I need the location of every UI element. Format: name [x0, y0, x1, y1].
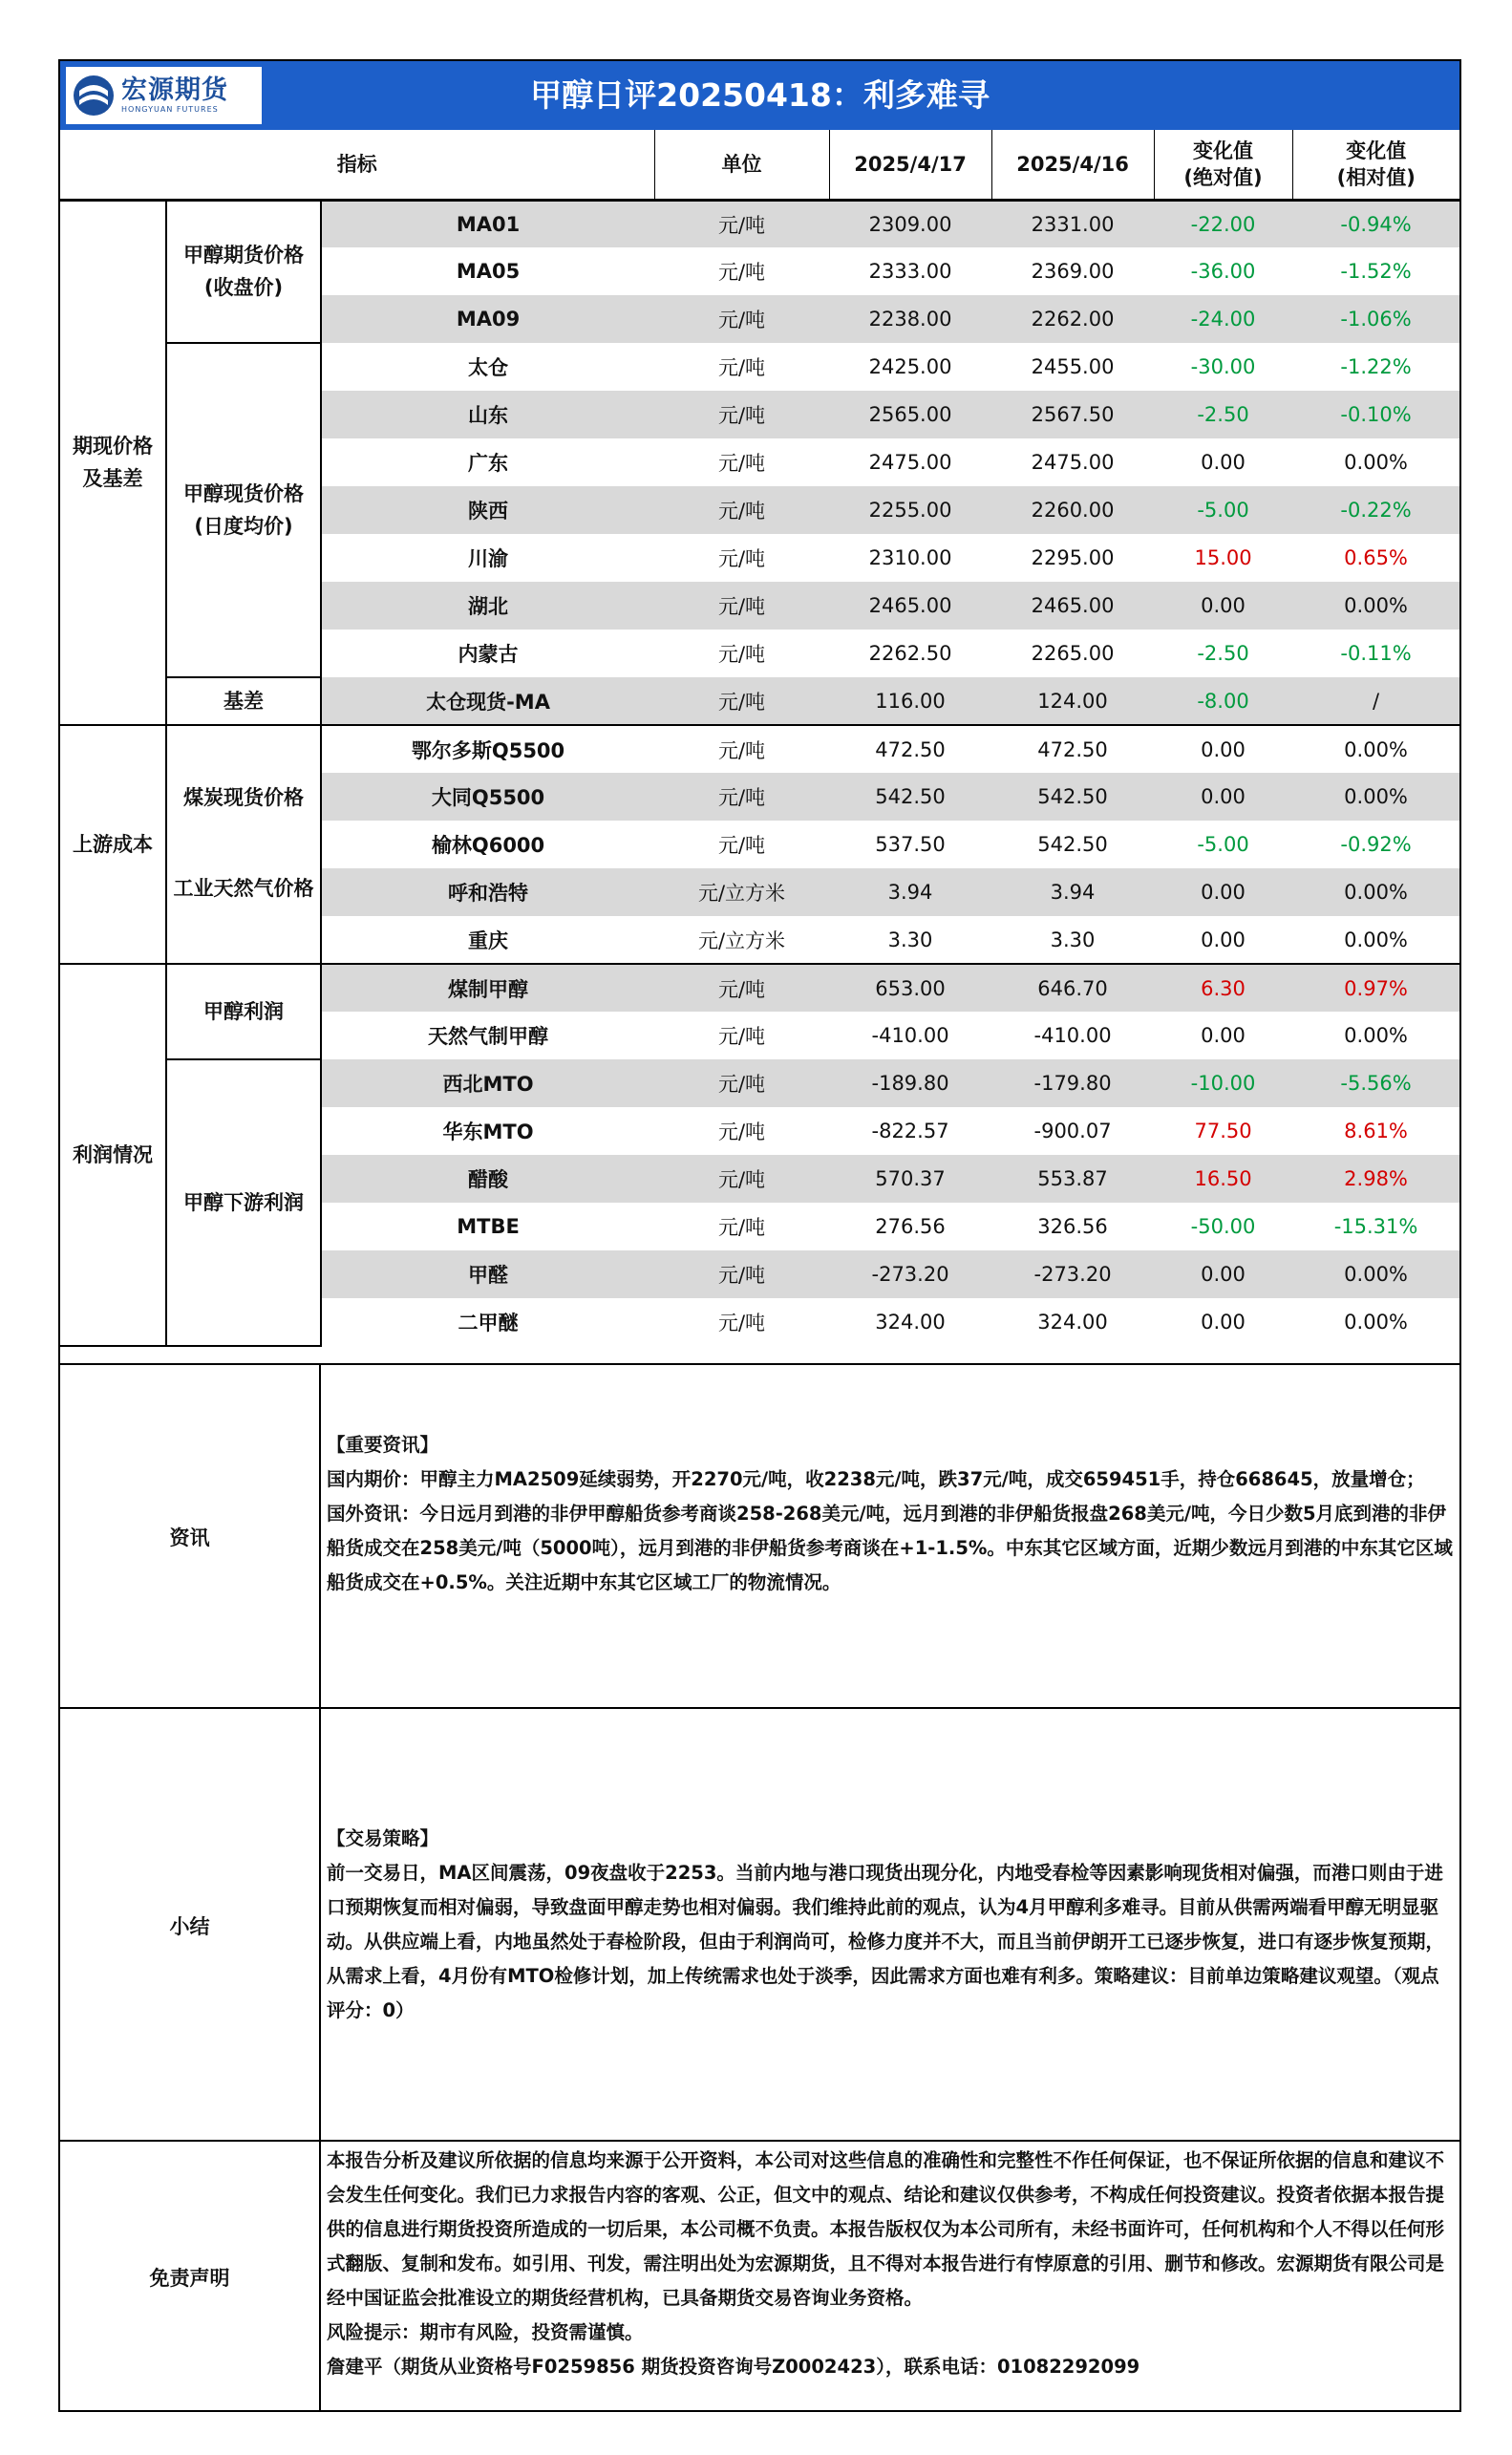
row-indicator: 甲醛: [321, 1250, 654, 1298]
section-upstream-cost: 上游成本: [60, 725, 166, 964]
header-abs-line1: 变化值: [1193, 139, 1254, 162]
row-indicator: 西北MTO: [321, 1059, 654, 1107]
row-value-1: 653.00: [829, 964, 991, 1012]
row-abs-change: -5.00: [1154, 486, 1292, 534]
row-abs-change: -10.00: [1154, 1059, 1292, 1107]
header-rel-line1: 变化值: [1346, 139, 1407, 162]
summary-text: 前一交易日，MA区间震荡，09夜盘收于2253。当前内地与港口现货出现分化，内地受春检等因素影响现货相对偏强，而港口则由于进口预期恢复而相对偏弱，导致盘面甲醇走势也相对偏弱。我们维持此前的观点，认为4月甲醇利多难寻。目前从供需两端看甲醇无明显驱动。从供应端上看，内地虽然处于春检阶段，但由于利润尚可，检修力度并不大，而且当前伊朗开工已逐步恢复，进口有逐步恢复预期，从需求上看，4月份有MTO检修计划，加上传统需求也处于淡季，因此需求方面也难有利多。策略建议：目前单边策略建议观望。（观点评分：0）: [327, 1862, 1445, 2021]
disclaimer-label: 免责声明: [60, 2142, 321, 2412]
row-value-2: 3.30: [991, 916, 1154, 964]
row-value-2: 2295.00: [1031, 546, 1115, 569]
row-indicator: 天然气制甲醇: [428, 1025, 549, 1048]
row-unit: 元/吨: [654, 964, 829, 1012]
row-value-2: -273.20: [991, 1250, 1154, 1298]
report-title: 甲醇日评20250418：利多难寻: [530, 76, 990, 114]
row-value-2: 2475.00: [1031, 451, 1115, 474]
logo-english-text: HONGYUAN FUTURES: [121, 105, 219, 114]
header-date-1: 2025/4/17: [829, 130, 991, 200]
risk-notice: 风险提示：期市有风险，投资需谨慎。: [327, 2321, 644, 2343]
row-indicator: 太仓现货-MA: [321, 677, 654, 725]
row-unit: 元/吨: [654, 486, 829, 534]
group-futures-price: 甲醇期货价格(收盘价): [166, 200, 321, 343]
row-rel-change: -1.52%: [1340, 260, 1412, 283]
table-row: [60, 964, 1459, 1012]
row-indicator: 陕西: [321, 486, 654, 534]
row-unit: 元/立方米: [654, 916, 829, 964]
row-indicator: 榆林Q6000: [431, 834, 545, 857]
row-indicator: 内蒙古: [458, 643, 519, 666]
header-abs-line2: (绝对值): [1183, 165, 1263, 189]
row-abs-change: -30.00: [1190, 355, 1256, 378]
row-rel-change: -0.11%: [1340, 642, 1412, 665]
row-unit: 元/吨: [654, 391, 829, 438]
row-rel-change: -0.92%: [1340, 833, 1412, 856]
disclaimer-section: [60, 2140, 1459, 2412]
row-rel-change: 0.00%: [1344, 451, 1408, 474]
row-rel-change: /: [1292, 677, 1459, 725]
row-value-2: 2331.00: [991, 200, 1154, 247]
row-indicator: 醋酸: [321, 1155, 654, 1203]
row-abs-change: -2.50: [1154, 391, 1292, 438]
row-value-2: 542.50: [991, 773, 1154, 821]
row-indicator: 湖北: [321, 582, 654, 630]
row-unit: 元/吨: [717, 547, 766, 570]
row-unit: 元/吨: [654, 582, 829, 630]
group-coal-price: 煤炭现货价格: [166, 725, 321, 868]
row-abs-change: 0.00: [1154, 773, 1292, 821]
row-indicator: 重庆: [321, 916, 654, 964]
row-rel-change: 2.98%: [1292, 1155, 1459, 1203]
row-unit: 元/吨: [717, 356, 766, 379]
news-foreign: 国外资讯：今日远月到港的非伊甲醇船货参考商谈258-268美元/吨，远月到港的非伊船货报盘268美元/吨，今日少数5月底到港的非伊船货成交在258美元/吨（5000吨），远月到港的非伊船货参考商谈在+1-1.5%。中东其它区域方面，近期少数远月到港的中东其它区域船货成交在+0.5%。关注近期中东其它区域工厂的物流情况。: [327, 1503, 1453, 1593]
row-unit: 元/吨: [717, 643, 766, 666]
header-unit: 单位: [654, 130, 829, 200]
row-value-1: 472.50: [875, 737, 946, 761]
row-value-2: 2369.00: [1031, 260, 1115, 283]
row-value-2: 2465.00: [991, 582, 1154, 630]
row-value-2: -179.80: [991, 1059, 1154, 1107]
table-row: [60, 868, 1459, 916]
row-value-1: 2565.00: [829, 391, 991, 438]
row-value-1: -189.80: [829, 1059, 991, 1107]
group-basis: 基差: [166, 677, 321, 725]
row-value-1: 2262.50: [868, 642, 952, 665]
row-indicator: MA09: [321, 295, 654, 343]
indicator-table: [60, 130, 1459, 1347]
table-row: [60, 677, 1459, 725]
row-value-2: 553.87: [991, 1155, 1154, 1203]
news-label: 资讯: [60, 1365, 321, 1709]
group-downstream-profit: 甲醇下游利润: [166, 1059, 321, 1346]
row-rel-change: 0.00%: [1292, 773, 1459, 821]
row-rel-change: 0.00%: [1292, 1250, 1459, 1298]
row-rel-change: 8.61%: [1344, 1120, 1408, 1142]
row-abs-change: 0.00: [1154, 582, 1292, 630]
row-abs-change: -5.00: [1197, 833, 1249, 856]
disclaimer-text: 本报告分析及建议所依据的信息均来源于公开资料，本公司对这些信息的准确性和完整性不作任何保证，也不保证所依据的信息和建议不会发生任何变化。我们已力求报告内容的客观、公正，但文中的观点、结论和建议仅供参考，不构成任何投资建议。投资者依据本报告提供的信息进行期货投资所造成的一切后果，本公司概不负责。本报告版权仅为本公司所有，未经书面许可，任何机构和个人不得以任何形式翻版、复制和发布。如引用、刊发，需注明出处为宏源期货，且不得对本报告进行有悖原意的引用、删节和修改。宏源期货有限公司是经中国证监会批准设立的期货经营机构，已具备期货交易咨询业务资格。: [327, 2149, 1445, 2309]
row-value-2: 2455.00: [1031, 355, 1115, 378]
row-indicator: 鄂尔多斯Q5500: [411, 738, 565, 762]
row-value-2: 2567.50: [991, 391, 1154, 438]
row-rel-change: -0.22%: [1292, 486, 1459, 534]
row-rel-change: 0.00%: [1344, 737, 1408, 761]
row-abs-change: 0.00: [1201, 1311, 1246, 1334]
row-indicator: MTBE: [457, 1215, 520, 1238]
row-rel-change: -15.31%: [1333, 1215, 1418, 1238]
news-domestic: 国内期价：甲醇主力MA2509延续弱势，开2270元/吨，收2238元/吨，跌37元/吨，成交659451手，持仓668645，放量增仓；: [327, 1468, 1425, 1490]
row-abs-change: 6.30: [1154, 964, 1292, 1012]
row-value-1: 2333.00: [868, 260, 952, 283]
row-abs-change: -2.50: [1197, 642, 1249, 665]
row-rel-change: 0.00%: [1292, 582, 1459, 630]
group-spot-price: 甲醇现货价格(日度均价): [166, 343, 321, 677]
row-value-1: 2425.00: [868, 355, 952, 378]
row-indicator: 煤制甲醇: [321, 964, 654, 1012]
news-body: [327, 1428, 1454, 1600]
row-unit: 元/吨: [654, 295, 829, 343]
row-unit: 元/吨: [717, 1025, 766, 1048]
row-abs-change: 0.00: [1201, 451, 1246, 474]
row-unit: 元/吨: [717, 261, 766, 284]
table-row: [60, 1059, 1459, 1107]
summary-label: 小结: [60, 1709, 321, 2142]
table-row: [60, 725, 1459, 773]
row-indicator: 大同Q5500: [321, 773, 654, 821]
row-indicator: 太仓: [468, 356, 509, 379]
table-header-row: [60, 130, 1459, 200]
header-indicator: 指标: [60, 130, 654, 200]
row-value-1: 2238.00: [829, 295, 991, 343]
row-value-1: 3.30: [829, 916, 991, 964]
row-unit: 元/吨: [654, 1250, 829, 1298]
row-value-2: 2260.00: [991, 486, 1154, 534]
row-value-1: 2465.00: [829, 582, 991, 630]
row-abs-change: 77.50: [1194, 1120, 1252, 1142]
group-methanol-profit: 甲醇利润: [166, 964, 321, 1059]
row-value-1: 2309.00: [829, 200, 991, 247]
title-bar: [60, 61, 1459, 130]
row-unit: 元/吨: [717, 834, 766, 857]
news-section: [60, 1363, 1459, 1709]
row-unit: 元/吨: [717, 1312, 766, 1334]
row-value-2: 2262.00: [991, 295, 1154, 343]
row-value-2: 2265.00: [1031, 642, 1115, 665]
row-abs-change: -22.00: [1154, 200, 1292, 247]
row-unit: 元/吨: [717, 1121, 766, 1143]
group-gas-price: 工业天然气价格: [166, 868, 321, 964]
row-value-1: 2475.00: [868, 451, 952, 474]
row-value-1: 324.00: [875, 1311, 946, 1334]
row-value-1: -273.20: [829, 1250, 991, 1298]
row-value-1: 3.94: [829, 868, 991, 916]
row-abs-change: -50.00: [1190, 1215, 1256, 1238]
row-value-1: 2255.00: [829, 486, 991, 534]
row-abs-change: 0.00: [1154, 868, 1292, 916]
row-abs-change: -36.00: [1190, 260, 1256, 283]
row-value-2: 124.00: [991, 677, 1154, 725]
row-unit: 元/吨: [654, 200, 829, 247]
table-row: [60, 200, 1459, 247]
row-rel-change: -5.56%: [1292, 1059, 1459, 1107]
row-rel-change: -1.22%: [1340, 355, 1412, 378]
row-indicator: MA01: [321, 200, 654, 247]
summary-body: [327, 1822, 1454, 2028]
row-abs-change: 0.00: [1201, 737, 1246, 761]
header-rel-line2: (相对值): [1336, 165, 1416, 189]
report-sheet: [58, 59, 1461, 2412]
author-info: 詹建平（期货从业资格号F0259856 期货投资咨询号Z0002423），联系电话：01082292099: [327, 2356, 1140, 2378]
summary-heading: 【交易策略】: [327, 1827, 439, 1849]
row-unit: 元/吨: [654, 677, 829, 725]
row-rel-change: 0.00%: [1292, 868, 1459, 916]
row-unit: 元/吨: [717, 738, 766, 762]
row-abs-change: 0.00: [1154, 916, 1292, 964]
row-indicator: 山东: [321, 391, 654, 438]
row-rel-change: 0.97%: [1292, 964, 1459, 1012]
row-rel-change: -1.06%: [1292, 295, 1459, 343]
header-abs-change: [1154, 130, 1292, 200]
row-rel-change: 0.65%: [1344, 546, 1408, 569]
row-abs-change: 0.00: [1154, 1250, 1292, 1298]
summary-section: [60, 1707, 1459, 2142]
row-unit: 元/吨: [654, 1155, 829, 1203]
section-price-basis: 期现价格及基差: [60, 200, 166, 725]
row-indicator: 呼和浩特: [321, 868, 654, 916]
row-value-2: 3.94: [991, 868, 1154, 916]
row-rel-change: 0.00%: [1344, 1024, 1408, 1047]
row-unit: 元/吨: [717, 452, 766, 475]
row-value-1: 276.56: [875, 1215, 946, 1238]
row-unit: 元/立方米: [654, 868, 829, 916]
row-value-2: 326.56: [1037, 1215, 1108, 1238]
row-unit: 元/吨: [717, 1216, 766, 1239]
news-heading: 【重要资讯】: [327, 1434, 439, 1456]
logo-mark-icon: [72, 74, 116, 117]
row-indicator: 川渝: [468, 547, 509, 570]
company-logo: [66, 67, 262, 124]
row-rel-change: -0.10%: [1292, 391, 1459, 438]
row-value-1: 542.50: [829, 773, 991, 821]
row-value-2: 646.70: [991, 964, 1154, 1012]
row-value-1: -410.00: [871, 1024, 949, 1047]
row-unit: 元/吨: [654, 773, 829, 821]
row-rel-change: -0.94%: [1292, 200, 1459, 247]
row-indicator: 广东: [468, 452, 509, 475]
row-abs-change: 16.50: [1154, 1155, 1292, 1203]
row-value-1: -822.57: [871, 1120, 949, 1142]
row-indicator: 二甲醚: [458, 1312, 519, 1334]
row-value-2: 324.00: [1037, 1311, 1108, 1334]
row-value-1: 570.37: [829, 1155, 991, 1203]
header-rel-change: [1292, 130, 1459, 200]
row-indicator: 华东MTO: [442, 1121, 534, 1143]
table-row: [60, 343, 1459, 391]
row-abs-change: 0.00: [1201, 1024, 1246, 1047]
row-abs-change: 15.00: [1194, 546, 1252, 569]
row-value-2: 472.50: [1037, 737, 1108, 761]
row-rel-change: 0.00%: [1344, 1311, 1408, 1334]
row-value-2: -410.00: [1033, 1024, 1112, 1047]
row-abs-change: -24.00: [1154, 295, 1292, 343]
disclaimer-body: [327, 2144, 1454, 2384]
row-value-1: 2310.00: [868, 546, 952, 569]
row-value-2: 542.50: [1037, 833, 1108, 856]
row-value-1: 116.00: [829, 677, 991, 725]
row-value-2: -900.07: [1033, 1120, 1112, 1142]
row-indicator: MA05: [456, 260, 521, 283]
row-unit: 元/吨: [654, 1059, 829, 1107]
row-rel-change: 0.00%: [1292, 916, 1459, 964]
row-value-1: 537.50: [875, 833, 946, 856]
header-date-2: 2025/4/16: [991, 130, 1154, 200]
section-profit: 利润情况: [60, 964, 166, 1346]
row-abs-change: -8.00: [1154, 677, 1292, 725]
logo-chinese-text: 宏源期货: [121, 75, 228, 105]
